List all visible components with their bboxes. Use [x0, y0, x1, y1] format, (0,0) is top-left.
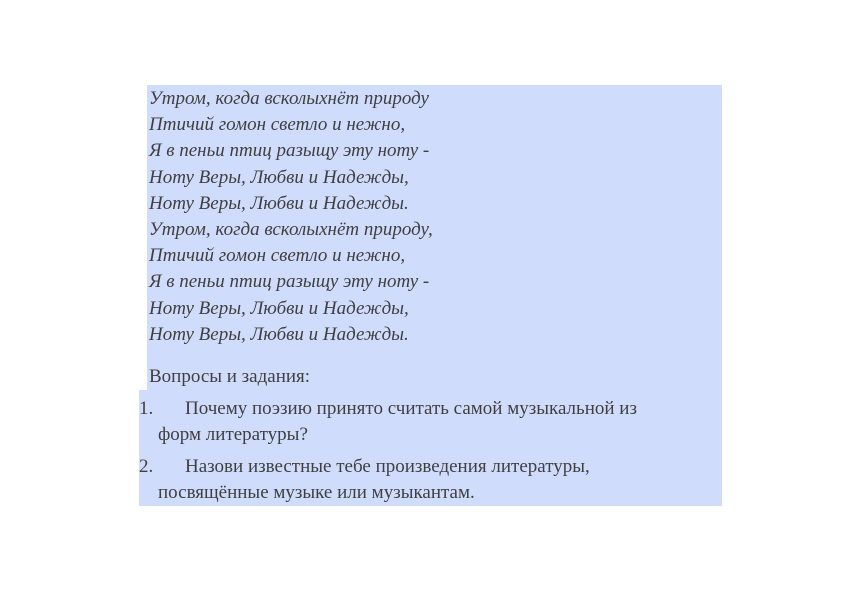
question-number: 1. [139, 398, 154, 419]
poem-line: Ноту Веры, Любви и Надежды. [149, 192, 409, 214]
poem-line: Я в пеньи птиц разыщу эту ноту - [149, 140, 430, 162]
poem-line: Ноту Веры, Любви и Надежды, [149, 297, 409, 319]
question-text-line: Почему поэзию принято считать самой музыкальной из [185, 398, 637, 419]
poem-line: Ноту Веры, Любви и Надежды, [149, 166, 409, 188]
poem-line: Птичий гомон светло и нежно, [149, 245, 406, 267]
question-item-2 [139, 454, 590, 506]
question-text-line: посвящённые музыке или музыкантам. [158, 482, 475, 503]
question-text-line: Назови известные тебе произведения литературы, [185, 456, 590, 477]
question-number: 2. [139, 456, 154, 477]
poem-line: Ноту Веры, Любви и Надежды. [149, 323, 409, 345]
poem [149, 86, 433, 348]
question-item-1 [139, 396, 637, 448]
questions-heading: Вопросы и задания: [149, 366, 311, 387]
poem-line: Птичий гомон светло и нежно, [149, 114, 406, 136]
poem-line: Утром, когда всколыхнёт природу [149, 88, 429, 109]
question-text-line: форм литературы? [158, 424, 308, 445]
poem-line: Я в пеньи птиц разыщу эту ноту - [149, 271, 430, 293]
poem-line: Утром, когда всколыхнёт природу, [149, 219, 433, 241]
